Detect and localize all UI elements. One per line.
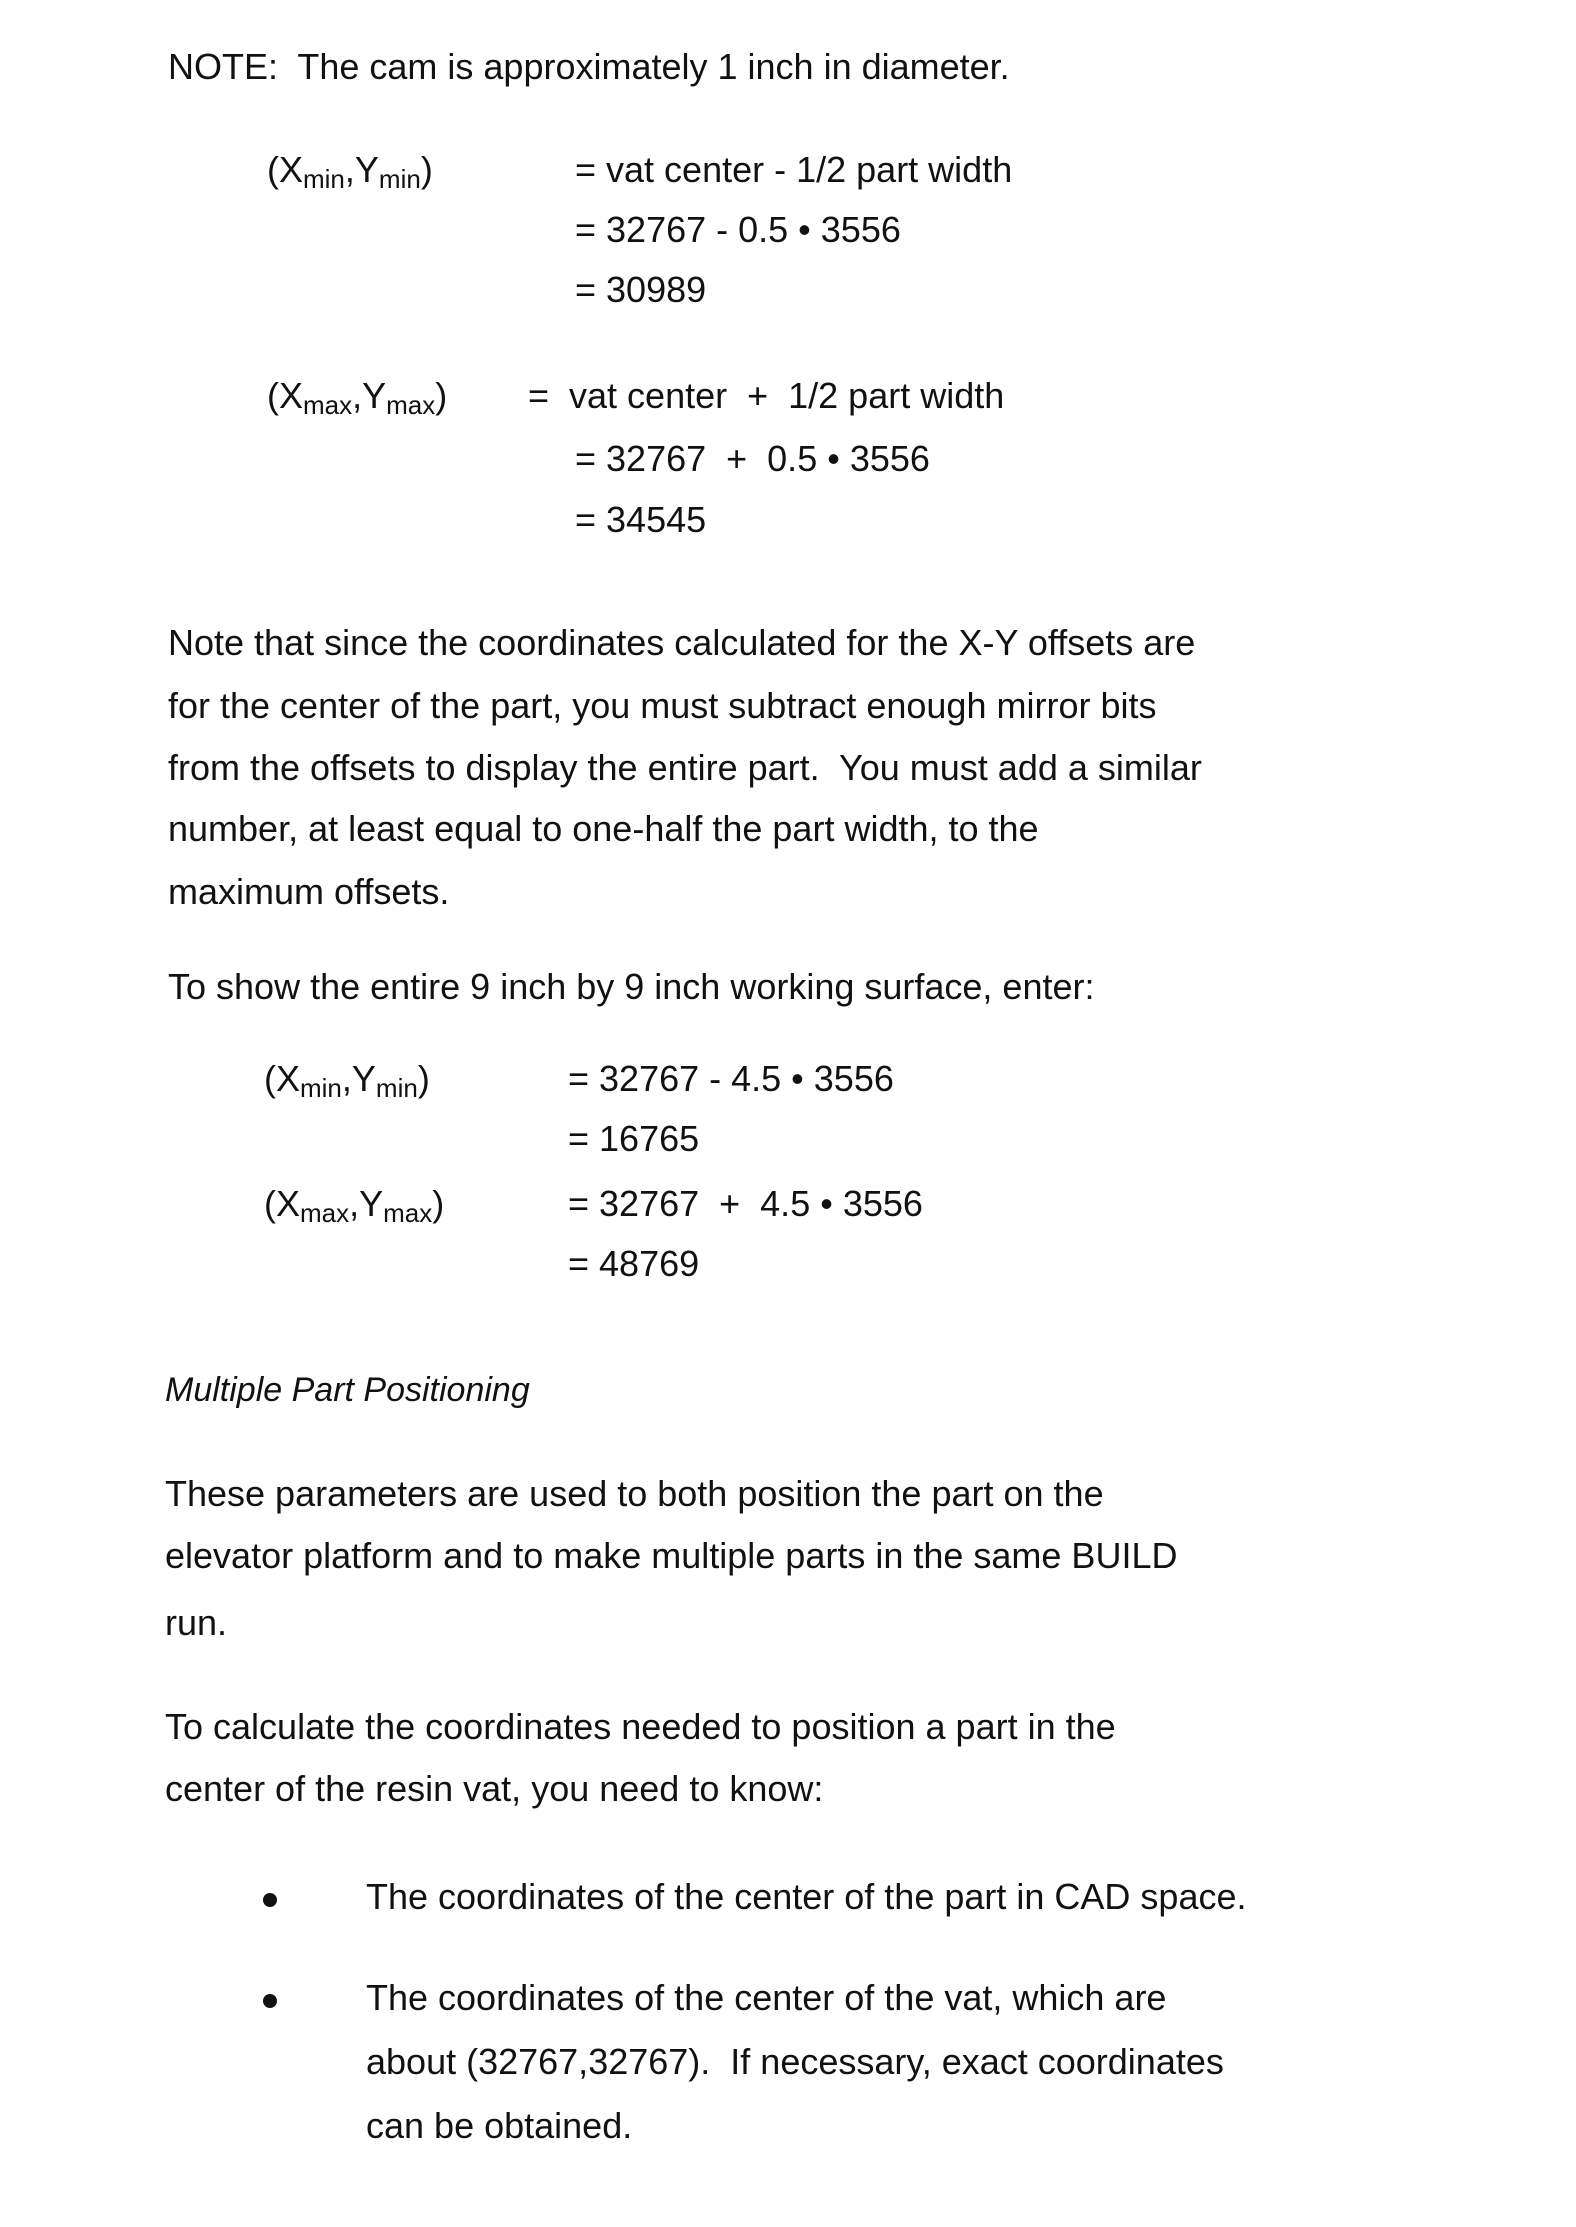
xmax-ymax-label: [267, 374, 457, 427]
label-x: (X: [267, 375, 303, 416]
paragraph-line: number, at least equal to one-half the part width, to the: [168, 807, 1039, 851]
label-sub: min: [303, 164, 345, 194]
bullet-text: The coordinates of the center of the part in CAD space.: [366, 1875, 1247, 1919]
paragraph-line: To show the entire 9 inch by 9 inch working surface, enter:: [168, 965, 1095, 1009]
note-line: NOTE: The cam is approximately 1 inch in diameter.: [168, 45, 1010, 89]
label-close: ): [432, 1183, 444, 1224]
equation-line: = 34545: [575, 498, 706, 542]
equation-line: = 32767 + 4.5 • 3556: [568, 1182, 923, 1226]
paragraph-line: for the center of the part, you must subtract enough mirror bits: [168, 684, 1156, 728]
label-sub: max: [386, 390, 435, 420]
xmin-ymin-label: [264, 1057, 430, 1110]
equation-line: = 48769: [568, 1242, 699, 1286]
equation-line: = 30989: [575, 268, 706, 312]
equation-line: = 32767 - 0.5 • 3556: [575, 208, 901, 252]
bullet-text: about (32767,32767). If necessary, exact coordinates: [366, 2040, 1224, 2084]
label-sub: max: [383, 1198, 432, 1228]
label-sep: ,Y: [349, 1183, 383, 1224]
paragraph-line: These parameters are used to both position the part on the: [165, 1472, 1104, 1516]
equation-line: = 32767 - 4.5 • 3556: [568, 1057, 894, 1101]
label-close: ): [435, 375, 447, 416]
paragraph-line: Note that since the coordinates calculated for the X-Y offsets are: [168, 621, 1195, 665]
label-sub: max: [300, 1198, 349, 1228]
paragraph-line: To calculate the coordinates needed to position a part in the: [165, 1705, 1116, 1749]
label-x: (X: [264, 1058, 300, 1099]
section-heading: Multiple Part Positioning: [165, 1368, 530, 1412]
label-sub: min: [379, 164, 421, 194]
xmin-ymin-label: [267, 148, 433, 201]
xmax-ymax-label: [264, 1182, 444, 1235]
label-x: (X: [267, 149, 303, 190]
paragraph-line: elevator platform and to make multiple parts in the same BUILD: [165, 1534, 1177, 1578]
bullet-icon: [263, 1994, 277, 2008]
label-sub: min: [376, 1073, 418, 1103]
bullet-icon: [263, 1893, 277, 1907]
paragraph-line: run.: [165, 1601, 227, 1645]
label-sub: min: [300, 1073, 342, 1103]
equation-line: = vat center + 1/2 part width: [528, 374, 1004, 418]
label-sep: ,Y: [345, 149, 379, 190]
label-close: ): [418, 1058, 430, 1099]
paragraph-line: maximum offsets.: [168, 870, 449, 914]
equation-line: = 16765: [568, 1117, 699, 1161]
label-sep: ,Y: [342, 1058, 376, 1099]
bullet-text: can be obtained.: [366, 2104, 632, 2148]
equation-line: = vat center - 1/2 part width: [575, 148, 1012, 192]
label-sep: ,Y: [352, 375, 386, 416]
paragraph-line: center of the resin vat, you need to know:: [165, 1767, 823, 1811]
bullet-text: The coordinates of the center of the vat, which are: [366, 1976, 1166, 2020]
label-x: (X: [264, 1183, 300, 1224]
label-close: ): [421, 149, 433, 190]
equation-line: = 32767 + 0.5 • 3556: [575, 437, 930, 481]
label-sub: max: [303, 390, 352, 420]
paragraph-line: from the offsets to display the entire part. You must add a similar: [168, 746, 1202, 790]
